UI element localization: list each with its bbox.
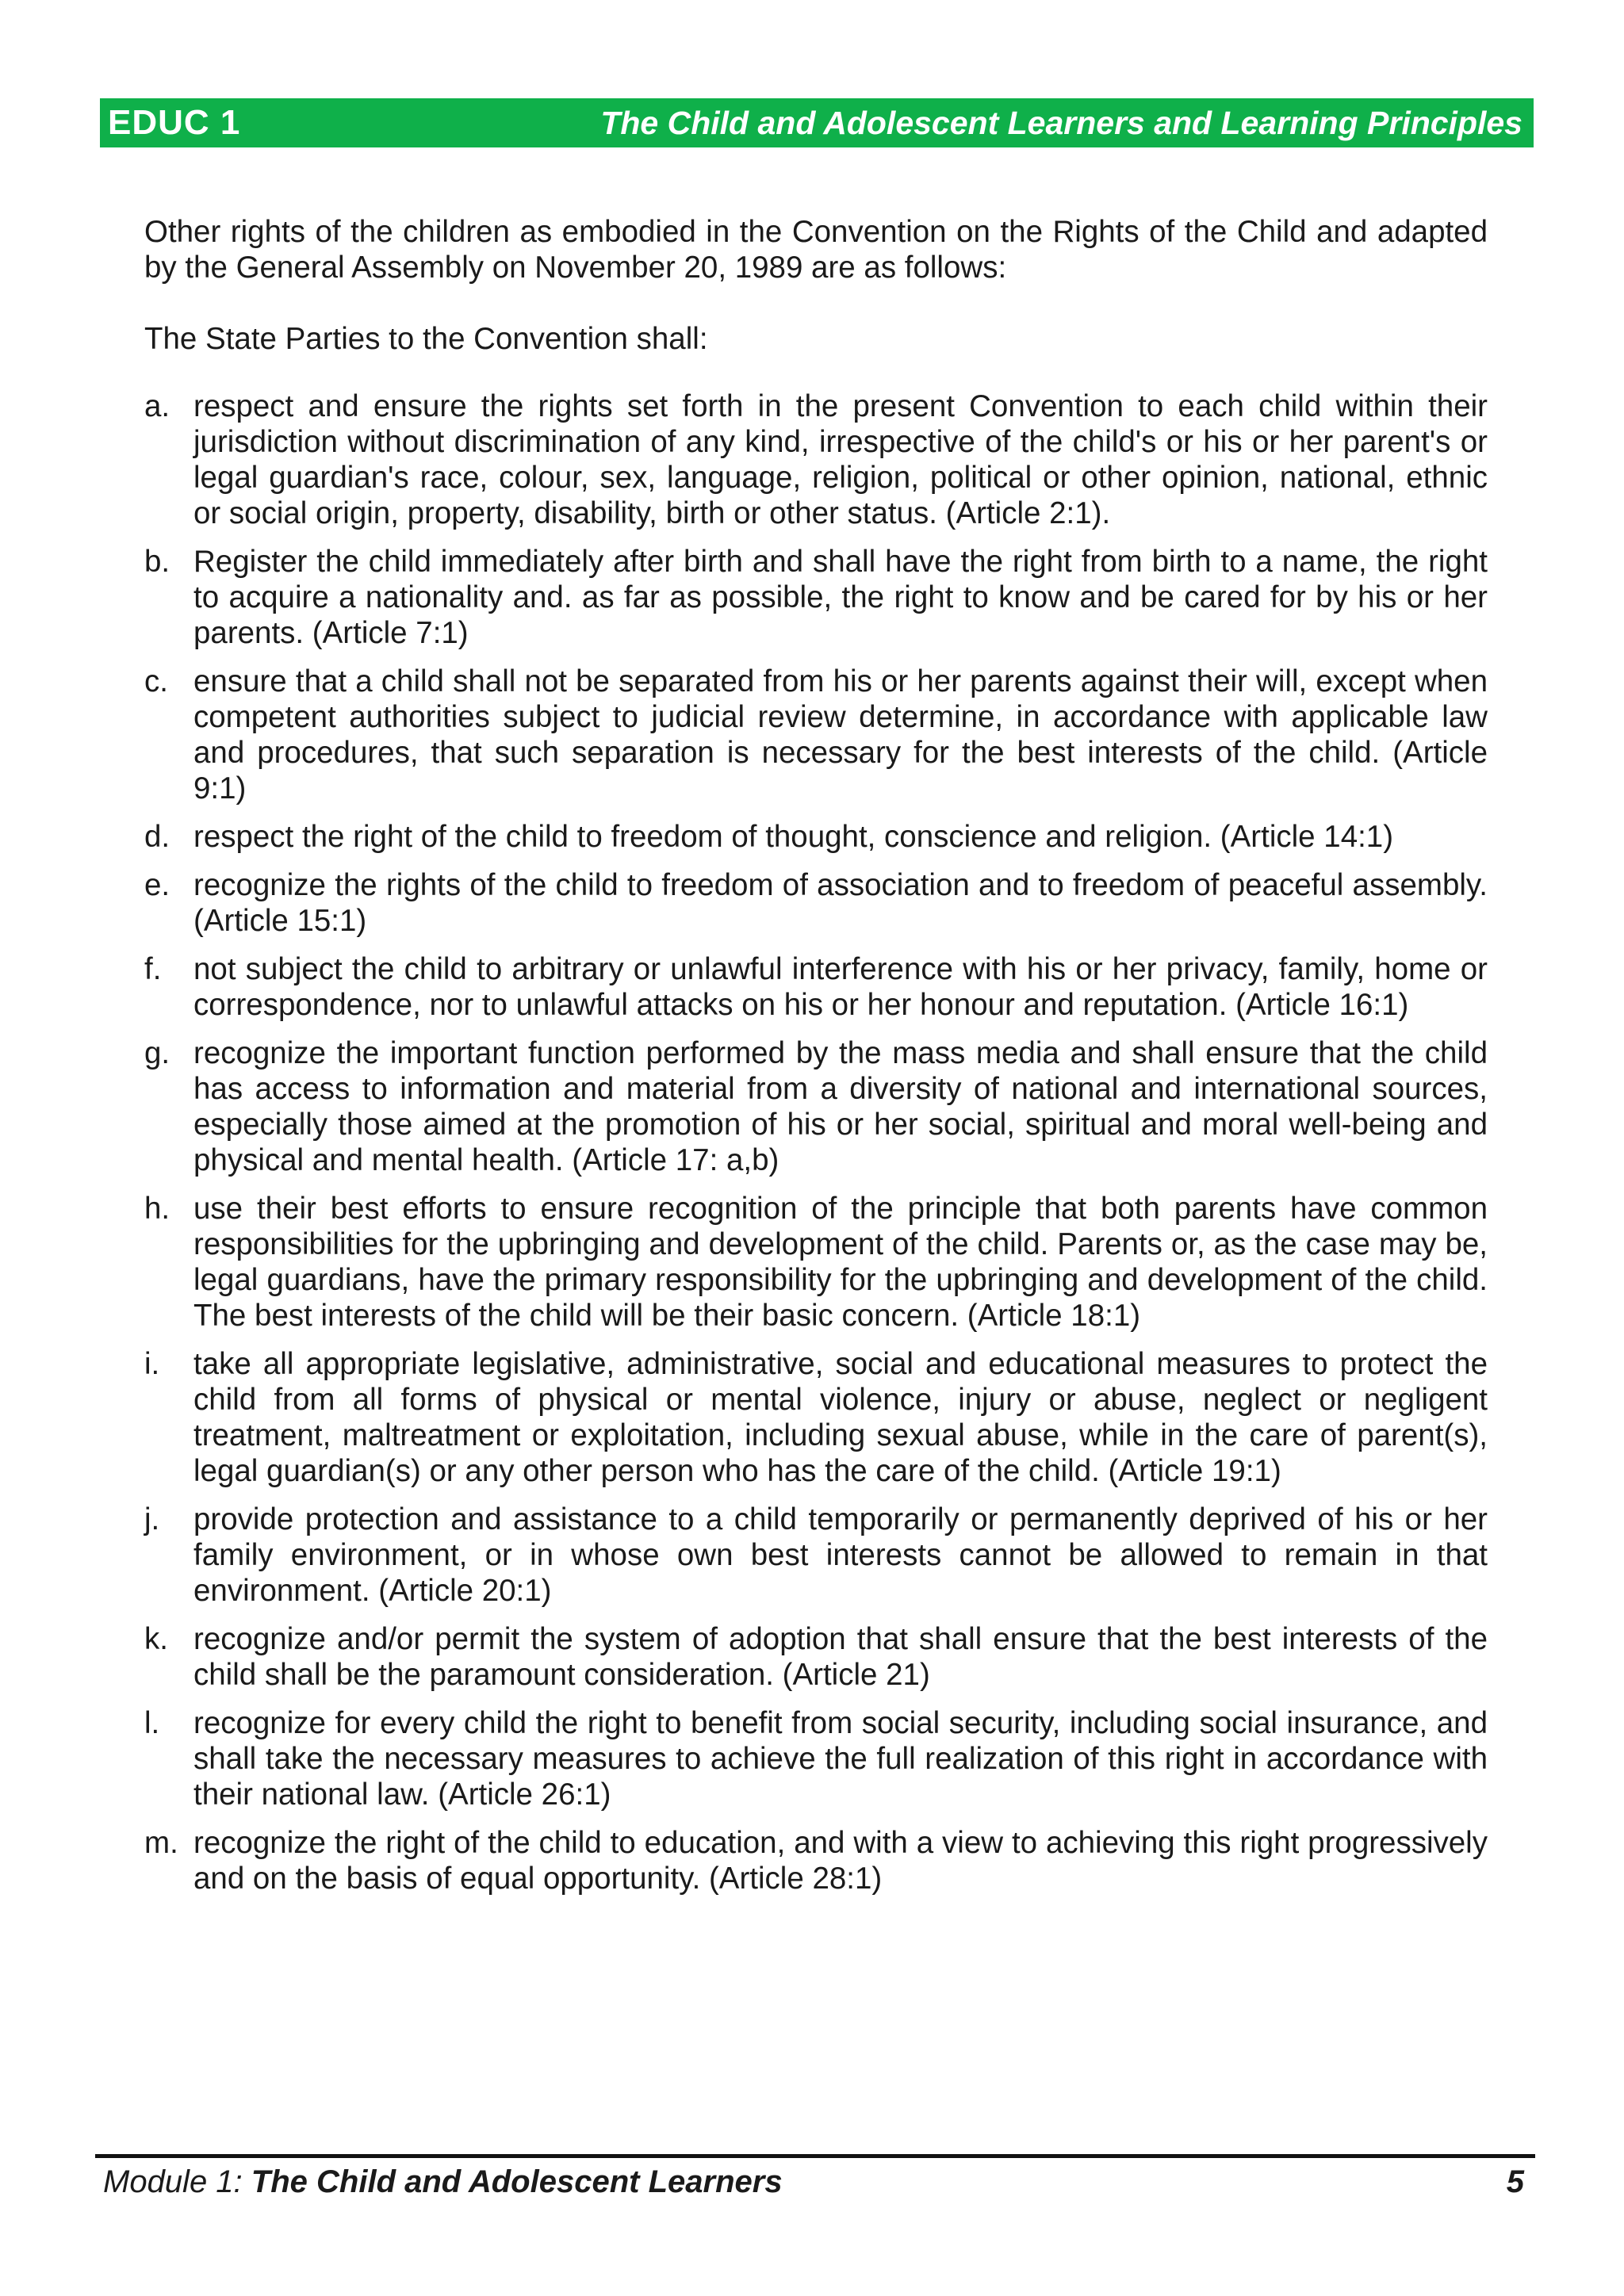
list-item (144, 1705, 1488, 1812)
item-text: respect the right of the child to freedom of thought, conscience and religion. (Article 14:1) (193, 820, 1394, 854)
list-item (144, 819, 1488, 855)
item-letter: c. (144, 664, 168, 698)
course-title: The Child and Adolescent Learners and Learning Principles (600, 104, 1522, 141)
item-letter: i. (144, 1347, 160, 1381)
header-bar (100, 98, 1534, 147)
footer-divider (95, 2154, 1535, 2158)
item-letter: b. (144, 545, 170, 579)
list-item (144, 867, 1488, 939)
item-letter: g. (144, 1036, 170, 1070)
list-item (144, 1621, 1488, 1693)
list-item (144, 1191, 1488, 1334)
item-text: respect and ensure the rights set forth in the present Convention to each child within their jurisdiction without discrimination of any kind, irrespective of the child's or his or her parent's or legal guardian's race, colour, sex, language, religion, political or other opinion, national, ethnic or social origin, property, disability, birth or other status. (Article 2:1). (193, 389, 1488, 530)
module-label: Module 1: (103, 2164, 243, 2199)
lead-paragraph: The State Parties to the Convention shall: (144, 322, 708, 356)
list-item (144, 544, 1488, 651)
item-letter: e. (144, 868, 170, 902)
item-text: ensure that a child shall not be separated from his or her parents against their will, except when competent authorities subject to judicial review determine, in accordance with applicable law and procedures, that such separation is necessary for the best interests of the child. (Article 9:1) (193, 664, 1488, 806)
item-text: not subject the child to arbitrary or unlawful interference with his or her privacy, family, home or correspondence, nor to unlawful attacks on his or her honour and reputation. (Article 16:1) (193, 952, 1488, 1022)
item-letter: m. (144, 1826, 178, 1860)
item-text: recognize the important function performed by the mass media and shall ensure that the child has access to information and material from a diversity of national and international sources, especially those aimed at the promotion of his or her social, spiritual and moral well-being and physical and mental health. (Article 17: a,b) (193, 1036, 1488, 1177)
list-item (144, 1502, 1488, 1609)
module-title: The Child and Adolescent Learners (251, 2164, 783, 2199)
item-letter: a. (144, 389, 170, 423)
item-text: provide protection and assistance to a child temporarily or permanently deprived of his or her family environment, or in whose own best interests cannot be allowed to remain in that environment. (Article 20:1) (193, 1502, 1488, 1608)
item-text: recognize the rights of the child to freedom of association and to freedom of peaceful assembly.(Article 15:1) (193, 868, 1488, 938)
item-text: take all appropriate legislative, administrative, social and educational measures to protect the child from all forms of physical or mental violence, injury or abuse, neglect or negligent treatment, maltreatment or exploitation, including sexual abuse, while in the care of parent(s), legal guardian(s) or any other person who has the care of the child. (Article 19:1) (193, 1347, 1488, 1488)
item-text: recognize and/or permit the system of adoption that shall ensure that the best interests of the child shall be the paramount consideration. (Article 21) (193, 1622, 1488, 1692)
item-text: use their best efforts to ensure recognition of the principle that both parents have common responsibilities for the upbringing and development of the child. Parents or, as the case may be, legal guardians, have the primary responsibility for the upbringing and development of the child. The best interests of the child will be their basic concern. (Article 18:1) (193, 1192, 1488, 1333)
intro-paragraph: Other rights of the children as embodied in the Convention on the Rights of the Child and adapted by the General Assembly on November 20, 1989 are as follows: (144, 215, 1488, 285)
footer-module (103, 2164, 783, 2200)
list-item (144, 1825, 1488, 1896)
item-letter: j. (144, 1502, 160, 1536)
item-letter: h. (144, 1192, 170, 1226)
item-text: recognize the right of the child to education, and with a view to achieving this right progressively and on the basis of equal opportunity. (Article 28:1) (193, 1826, 1488, 1896)
page-footer (103, 2164, 1524, 2200)
page-content (144, 214, 1488, 1909)
course-code: EDUC 1 (108, 103, 241, 142)
list-item (144, 664, 1488, 806)
item-letter: d. (144, 820, 170, 854)
item-text: Register the child immediately after birth and shall have the right from birth to a name, the right to acquire a nationality and. as far as possible, the right to know and be cared for by his or her parents. (Article 7:1) (193, 545, 1488, 650)
page-number: 5 (1506, 2164, 1524, 2199)
list-item (144, 1035, 1488, 1178)
list-item (144, 951, 1488, 1023)
item-letter: f. (144, 952, 162, 986)
rights-list (144, 388, 1488, 1896)
list-item (144, 1346, 1488, 1489)
item-letter: l. (144, 1706, 160, 1740)
list-item (144, 388, 1488, 531)
item-letter: k. (144, 1622, 168, 1656)
item-text: recognize for every child the right to benefit from social security, including social insurance, and shall take the necessary measures to achieve the full realization of this right in accordance with their national law. (Article 26:1) (193, 1706, 1488, 1812)
